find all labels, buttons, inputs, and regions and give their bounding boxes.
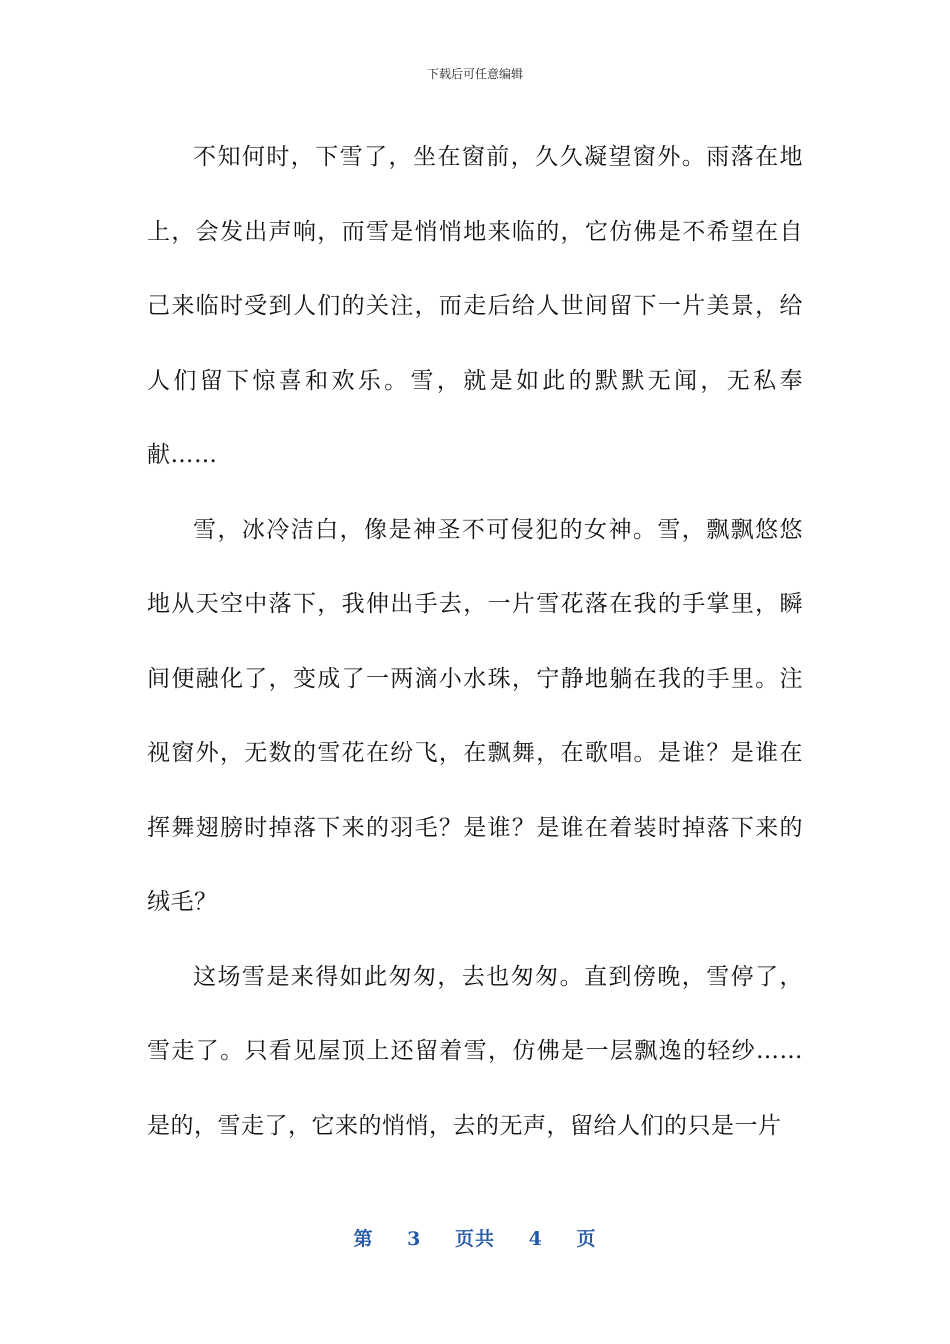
document-body — [147, 120, 803, 1163]
page-header-note: 下载后可任意编辑 — [426, 67, 523, 81]
paragraph-1: 不知何时，下雪了，坐在窗前，久久凝望窗外。雨落在地上，会发出声响，而雪是悄悄地来临的，它仿佛是不希望在自己来临时受到人们的关注，而走后给人世间留下一片美景，给人们留下惊喜和欢乐。雪，就是如此的默默无闻，无私奉献…… — [147, 144, 803, 468]
paragraph-2: 雪，冰冷洁白，像是神圣不可侵犯的女神。雪，飘飘悠悠地从天空中落下，我伸出手去，一片雪花落在我的手掌里，瞬间便融化了，变成了一两滴小水珠，宁静地躺在我的手里。注视窗外，无数的雪花在纷飞，在飘舞，在歌唱。是谁？是谁在挥舞翅膀时掉落下来的羽毛？是谁？是谁在着装时掉落下来的绒毛？ — [147, 516, 803, 915]
page-suffix: 页 — [576, 1228, 597, 1250]
page-number-footer — [0, 1226, 950, 1252]
total-pages-number: 4 — [528, 1228, 543, 1250]
page-prefix: 第 — [353, 1228, 374, 1250]
page-mid-text: 页共 — [454, 1228, 495, 1250]
paragraph-3: 这场雪是来得如此匆匆，去也匆匆。直到傍晚，雪停了，雪走了。只看见屋顶上还留着雪，仿佛是一层飘逸的轻纱……是的，雪走了，它来的悄悄，去的无声，留给人们的只是一片 — [147, 963, 803, 1139]
current-page-number: 3 — [407, 1228, 422, 1250]
